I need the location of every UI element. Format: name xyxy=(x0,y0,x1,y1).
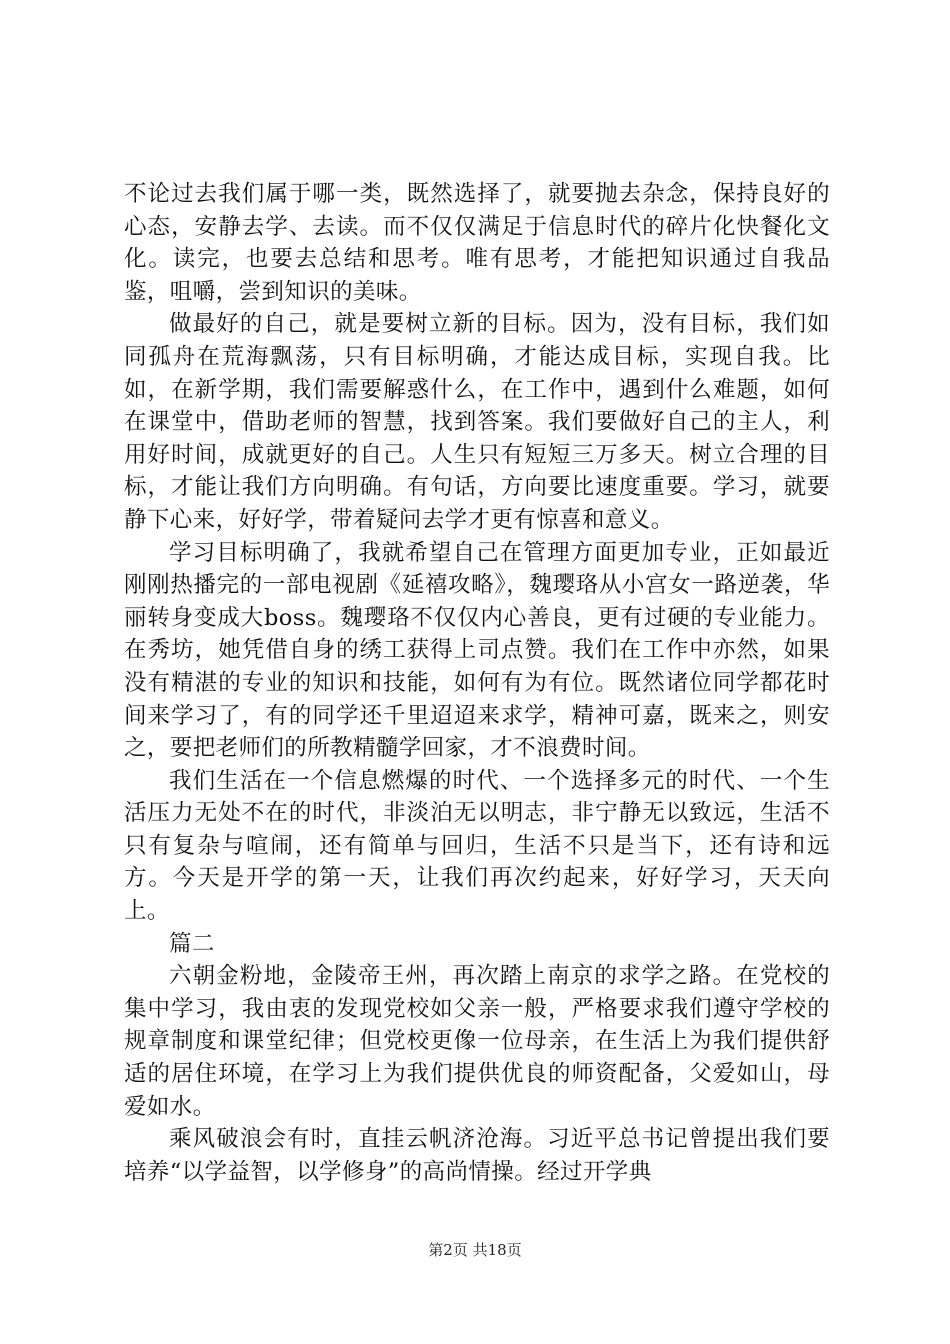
paragraph-3: 学习目标明确了，我就希望自己在管理方面更加专业，正如最近刚刚热播完的一部电视剧《延禧攻略》，魏璎珞从小宫女一路逆袭，华丽转身变成大boss。魏璎珞不仅仅内心善良，更有过硬的专业能力。在秀坊，她凭借自身的绣工获得上司点赞。我们在工作中亦然，如果没有精湛的专业的知识和技能，如何有为有位。既然诸位同学都花时间来学习了，有的同学还千里迢迢来求学，精神可嘉，既来之，则安之，要把老师们的所教精髓学回家，才不浪费时间。 xyxy=(124,539,830,762)
paragraph-1: 不论过去我们属于哪一类，既然选择了，就要抛去杂念，保持良好的心态，安静去学、去读。而不仅仅满足于信息时代的碎片化快餐化文化。读完，也要去总结和思考。唯有思考，才能把知识通过自我品鉴，咀嚼，尝到知识的美味。 xyxy=(124,181,830,305)
paragraph-5: 六朝金粉地，金陵帝王州，再次踏上南京的求学之路。在党校的集中学习，我由衷的发现党校如父亲一般，严格要求我们遵守学校的规章制度和课堂纪律；但党校更像一位母亲，在生活上为我们提供舒适的居住环境，在学习上为我们提供优良的师资配备，父爱如山，母爱如水。 xyxy=(124,963,830,1120)
section-heading: 篇二 xyxy=(169,930,215,957)
page-footer xyxy=(0,1240,950,1260)
document-body xyxy=(124,178,830,1188)
paragraph-4: 我们生活在一个信息燃爆的时代、一个选择多元的时代、一个生活压力无处不在的时代，非淡泊无以明志，非宁静无以致远，生活不只有复杂与喧闹，还有简单与回归，生活不只是当下，还有诗和远方。今天是开学的第一天，让我们再次约起来，好好学习，天天向上。 xyxy=(124,767,830,925)
paragraph-2: 做最好的自己，就是要树立新的目标。因为，没有目标，我们如同孤舟在荒海飘荡，只有目标明确，才能达成目标，实现自我。比如，在新学期，我们需要解惑什么，在工作中，遇到什么难题，如何在课堂中，借助老师的智慧，找到答案。我们要做好自己的主人，利用好时间，成就更好的自己。人生只有短短三万多天。树立合理的目标，才能让我们方向明确。有句话，方向要比速度重要。学习，就要静下心来，好好学，带着疑问去学才更有惊喜和意义。 xyxy=(124,311,830,533)
page-number-label: 第2页 共18页 xyxy=(428,1241,522,1259)
paragraph-6: 乘风破浪会有时，直挂云帆济沧海。习近平总书记曾提出我们要培养“以学益智，以学修身”的高尚情操。经过开学典 xyxy=(124,1126,830,1185)
